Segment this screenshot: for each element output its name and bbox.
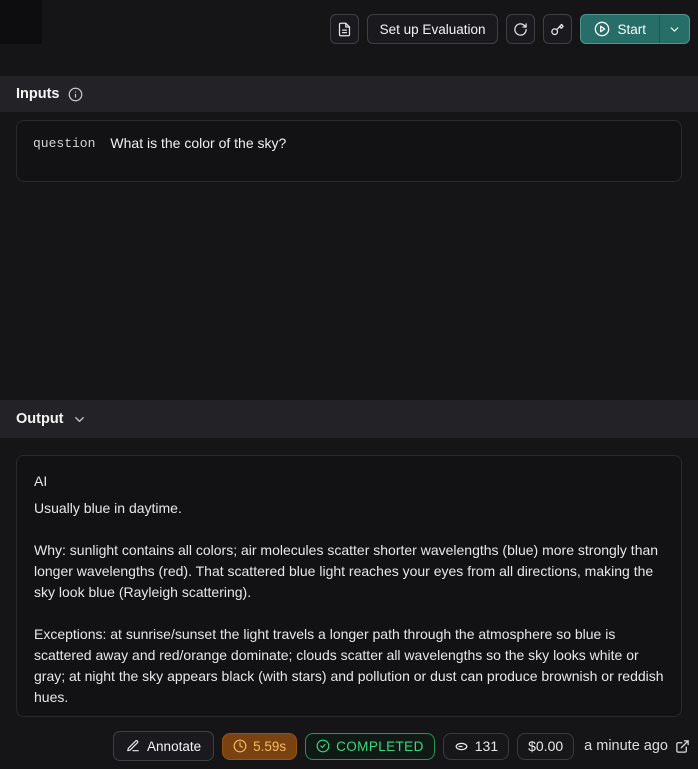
input-field-key: question <box>33 136 96 151</box>
output-message-text <box>34 498 664 708</box>
annotate-button[interactable] <box>113 731 214 761</box>
start-options-button[interactable] <box>659 15 689 43</box>
setup-evaluation-label: Set up Evaluation <box>379 21 486 37</box>
cost-badge[interactable] <box>517 733 574 760</box>
status-value: COMPLETED <box>336 738 424 754</box>
annotate-label: Annotate <box>147 738 202 754</box>
output-paragraph: Usually blue in daytime. <box>34 500 182 516</box>
output-paragraph: Exceptions: at sunrise/sunset the light travels a longer path through the atmosphere so blue is scattered away and red/orange dominate; clouds scatter all wavelengths so the sky looks white or gray; at night the sky appears black (with stars) and pollution or dust can produce brownish or reddish hues. <box>34 626 664 705</box>
inputs-title: Inputs <box>16 86 60 102</box>
pen-icon <box>126 739 140 753</box>
refresh-icon <box>513 22 528 37</box>
latency-badge[interactable] <box>222 733 297 760</box>
input-card <box>16 120 682 182</box>
cost-value: $0.00 <box>528 738 564 754</box>
message-role-label: AI <box>34 473 48 489</box>
token-count-badge[interactable] <box>443 733 509 760</box>
key-icon <box>550 22 565 37</box>
view-document-button[interactable] <box>330 14 359 44</box>
check-circle-icon <box>316 739 330 753</box>
output-title: Output <box>16 411 64 427</box>
api-keys-button[interactable] <box>543 14 572 44</box>
info-icon[interactable] <box>68 87 83 102</box>
tokens-coin-icon <box>454 739 469 754</box>
timestamp-value: a minute ago <box>584 738 668 754</box>
chevron-down-icon <box>668 23 681 36</box>
corner-panel <box>0 0 42 44</box>
file-text-icon <box>337 22 352 37</box>
collapse-chevron-icon[interactable] <box>72 412 87 427</box>
latency-value: 5.59s <box>253 738 287 754</box>
status-badge <box>305 733 435 760</box>
setup-evaluation-button[interactable] <box>367 14 499 44</box>
start-button[interactable] <box>581 15 659 43</box>
toolbar <box>330 14 690 44</box>
timestamp <box>582 738 690 754</box>
input-field-value: What is the color of the sky? <box>110 135 287 151</box>
token-count-value: 131 <box>474 738 499 754</box>
start-label: Start <box>617 21 646 37</box>
output-card <box>16 455 682 717</box>
output-section-header <box>0 400 698 438</box>
output-paragraph: Why: sunlight contains all colors; air molecules scatter shorter wavelengths (blue) more strongly than longer wavelengths (red). That scattered blue light reaches your eyes from all directions, making the sky look blue (Rayleigh scattering). <box>34 542 659 600</box>
inputs-section-header <box>0 76 698 112</box>
refresh-button[interactable] <box>506 14 535 44</box>
start-split-button <box>580 14 690 44</box>
clock-icon <box>233 739 247 753</box>
trace-meta-bar <box>113 731 690 761</box>
external-link-icon[interactable] <box>675 739 690 754</box>
input-field-row <box>33 135 665 151</box>
play-circle-icon <box>594 21 610 37</box>
